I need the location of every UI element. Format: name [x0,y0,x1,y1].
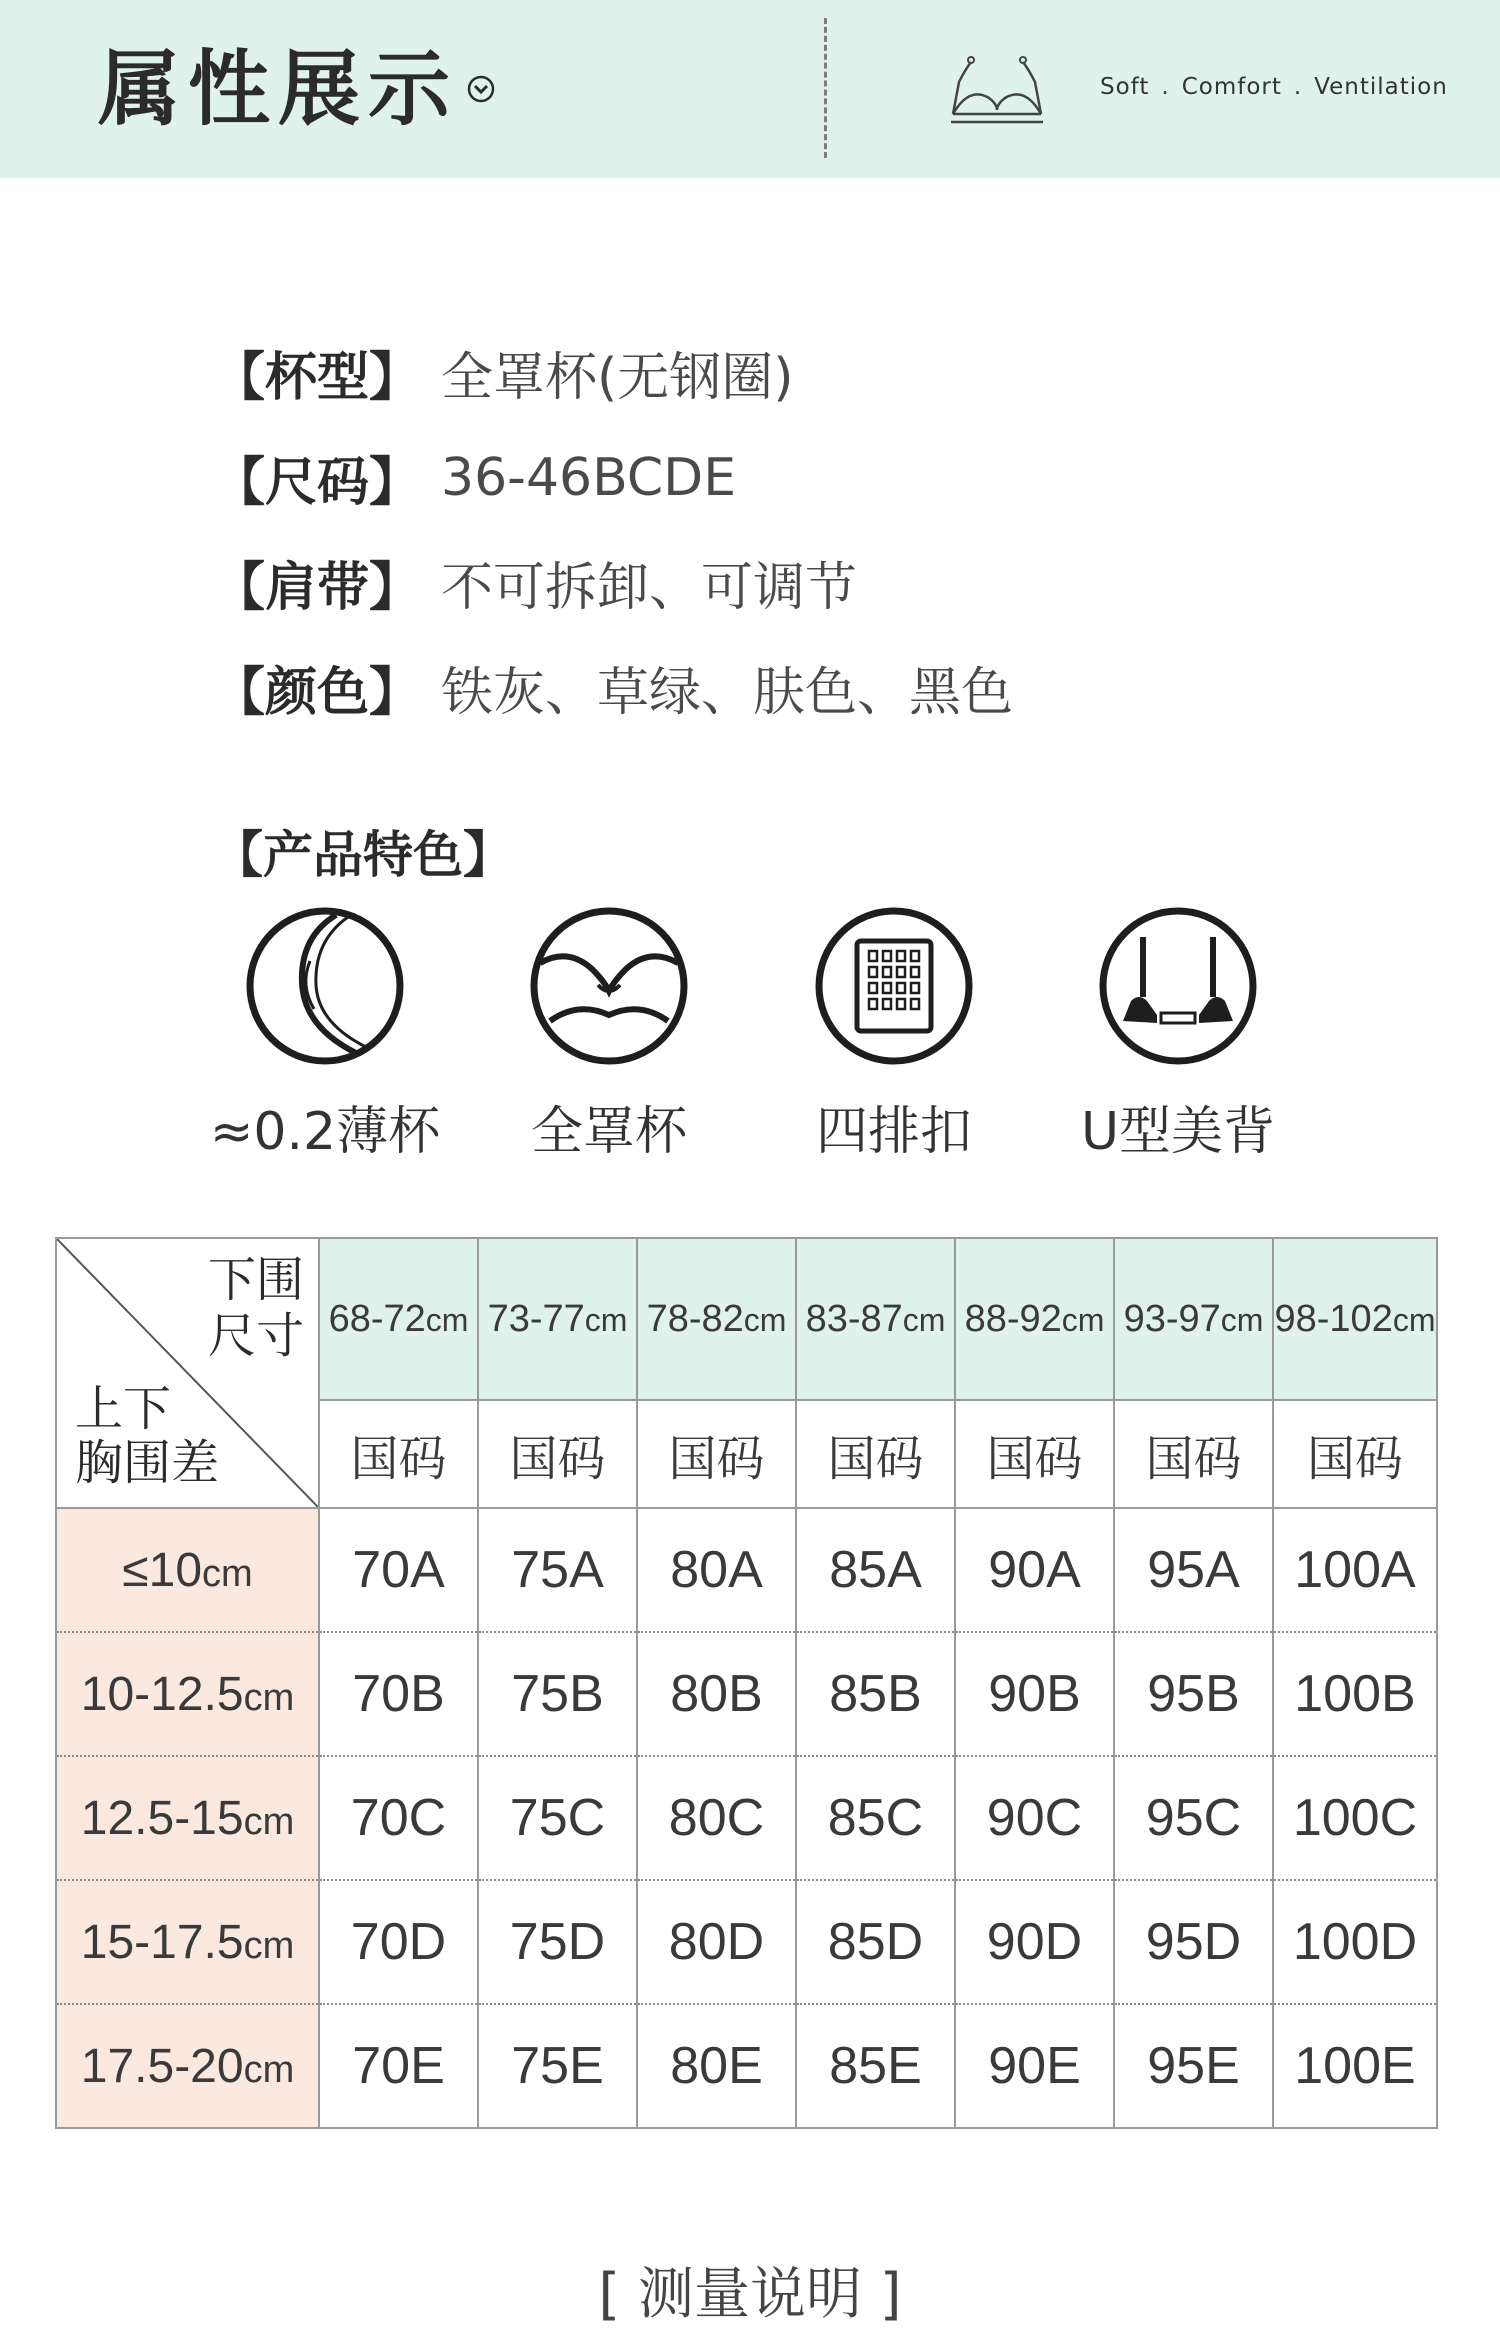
chevron-down-icon [466,74,496,104]
column-unit: cm [1061,1301,1105,1338]
column-range: 83-87 [805,1297,903,1340]
row-header [56,1632,319,1756]
size-cell: 85D [796,1880,955,2004]
feature-four-row-hook [774,905,1014,1164]
attribute-value: 36-46BCDE [441,447,737,508]
column-header [1114,1238,1273,1400]
size-cell: 100B [1273,1632,1437,1756]
u-back-icon [1097,905,1259,1067]
corner-label-under-bust [208,1253,304,1365]
column-unit: cm [902,1301,946,1338]
table-row [56,1632,1437,1756]
row-diff: 12.5-15 [80,1791,244,1845]
tagline-comfort: Comfort [1181,74,1282,100]
column-range: 73-77 [487,1297,585,1340]
row-unit: cm [243,2048,295,2091]
size-cell: 90A [955,1508,1114,1632]
feature-u-back [1058,905,1298,1164]
row-unit: cm [243,1676,295,1719]
column-subheader: 国码 [478,1400,637,1508]
column-subheader: 国码 [796,1400,955,1508]
size-cell: 90B [955,1632,1114,1756]
column-header [955,1238,1114,1400]
size-cell: 75C [478,1756,637,1880]
attribute-row-size [213,425,1013,530]
attribute-value: 铁灰、草绿、肤色、黑色 [441,663,1014,723]
size-cell: 75E [478,2004,637,2128]
size-cell: 85C [796,1756,955,1880]
column-range: 98-102 [1274,1297,1393,1340]
tagline-separator: . [1161,74,1170,100]
size-cell: 80B [637,1632,796,1756]
tagline-separator: . [1293,74,1303,100]
corner-label-line: 上下 [75,1383,172,1436]
size-cell: 80A [637,1508,796,1632]
column-unit: cm [1220,1301,1264,1338]
header-divider [824,18,827,158]
column-subheader: 国码 [637,1400,796,1508]
column-subheader: 国码 [1273,1400,1437,1508]
table-corner-cell [56,1238,319,1508]
size-chart-table [55,1237,1438,2129]
header-bar [0,0,1500,178]
size-cell: 100A [1273,1508,1437,1632]
size-cell: 80E [637,2004,796,2128]
feature-full-cup [489,905,729,1164]
feature-label: ≈0.2薄杯 [209,1102,441,1162]
column-unit: cm [584,1301,628,1338]
attribute-value: 全罩杯(无钢圈) [441,348,794,408]
full-cup-icon [528,905,690,1067]
features-title: 【产品特色】 [213,826,513,884]
row-unit: cm [243,1924,295,1967]
row-diff: 15-17.5 [80,1915,244,1969]
section-title: 属性展示 [98,42,459,137]
row-diff: ≤10 [122,1543,203,1597]
size-cell: 95E [1114,2004,1273,2128]
thin-cup-icon [244,905,406,1067]
attribute-label: 【杯型】 [213,348,422,408]
size-cell: 70D [319,1880,478,2004]
table-row [56,1756,1437,1880]
four-row-hook-icon [813,905,975,1067]
column-range: 68-72 [328,1297,426,1340]
table-header-row [56,1238,1437,1400]
size-cell: 75D [478,1880,637,2004]
row-header [56,2004,319,2128]
size-cell: 95C [1114,1756,1273,1880]
attribute-list [213,320,1013,740]
column-range: 93-97 [1123,1297,1221,1340]
size-cell: 85A [796,1508,955,1632]
table-row [56,1508,1437,1632]
size-cell: 70E [319,2004,478,2128]
size-cell: 90E [955,2004,1114,2128]
column-range: 88-92 [964,1297,1062,1340]
column-header [637,1238,796,1400]
column-unit: cm [425,1301,469,1338]
column-unit: cm [743,1301,787,1338]
size-cell: 75B [478,1632,637,1756]
size-cell: 100C [1273,1756,1437,1880]
size-cell: 85E [796,2004,955,2128]
table-row [56,2004,1437,2128]
attribute-label: 【尺码】 [213,453,422,513]
size-cell: 70A [319,1508,478,1632]
attribute-row-cup-type [213,320,1013,425]
size-cell: 80C [637,1756,796,1880]
size-cell: 95A [1114,1508,1273,1632]
feature-label: 四排扣 [815,1102,972,1162]
column-header [796,1238,955,1400]
attribute-label: 【颜色】 [213,663,422,723]
row-header [56,1880,319,2004]
column-unit: cm [1392,1301,1436,1338]
table-row [56,1880,1437,2004]
bra-logo-icon [945,52,1049,124]
tagline-ventilation: Ventilation [1314,74,1448,100]
tagline-soft: Soft [1100,74,1150,100]
size-cell: 100E [1273,2004,1437,2128]
attribute-label: 【肩带】 [213,558,422,618]
corner-label-bust-difference [75,1383,219,1491]
measurement-guide-title: [ 测量说明 ] [598,2262,902,2327]
size-cell: 90C [955,1756,1114,1880]
size-cell: 90D [955,1880,1114,2004]
attribute-value: 不可拆卸、可调节 [441,558,858,618]
column-header [319,1238,478,1400]
row-diff: 10-12.5 [80,1667,244,1721]
size-cell: 95B [1114,1632,1273,1756]
feature-label: 全罩杯 [530,1102,687,1162]
size-cell: 95D [1114,1880,1273,2004]
column-subheader: 国码 [955,1400,1114,1508]
feature-thin-cup [205,905,445,1164]
feature-label: U型美背 [1080,1102,1276,1162]
size-cell: 85B [796,1632,955,1756]
attribute-row-color [213,635,1013,740]
row-header [56,1508,319,1632]
row-unit: cm [202,1552,253,1595]
row-unit: cm [243,1800,295,1843]
size-cell: 75A [478,1508,637,1632]
row-diff: 17.5-20 [80,2039,244,2093]
column-header [478,1238,637,1400]
size-cell: 100D [1273,1880,1437,2004]
corner-label-line: 尺寸 [207,1310,304,1363]
column-subheader: 国码 [319,1400,478,1508]
size-cell: 80D [637,1880,796,2004]
column-header [1273,1238,1437,1400]
row-header [56,1756,319,1880]
corner-label-line: 胸围差 [75,1437,220,1490]
column-range: 78-82 [646,1297,744,1340]
column-subheader: 国码 [1114,1400,1273,1508]
size-cell: 70C [319,1756,478,1880]
header-tagline [1100,74,1448,100]
size-cell: 70B [319,1632,478,1756]
corner-label-line: 下围 [207,1254,304,1307]
attribute-row-strap [213,530,1013,635]
